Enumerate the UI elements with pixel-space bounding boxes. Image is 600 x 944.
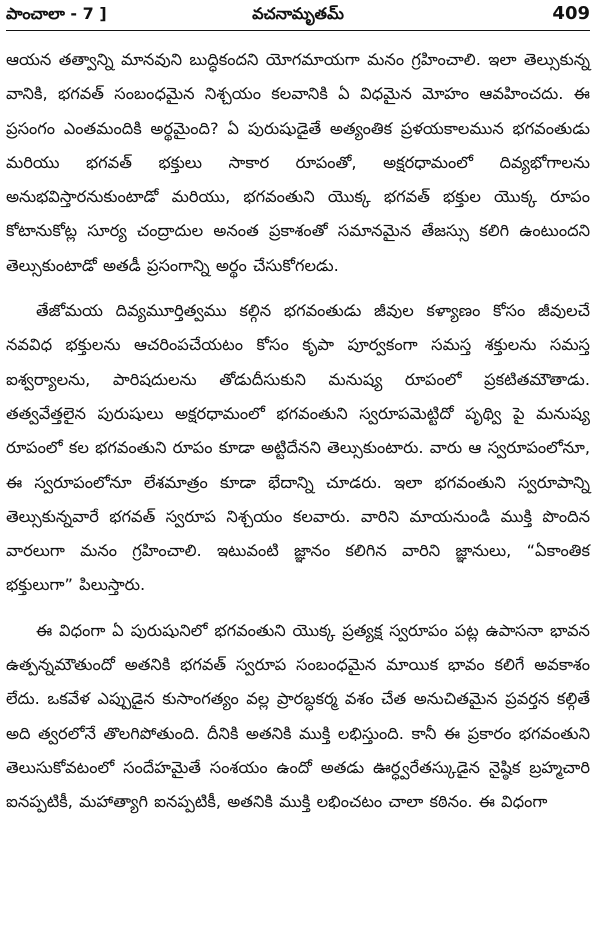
paragraph-1: ఆయన తత్వాన్ని మానవుని బుద్ధికందని యోగమాయగా మనం గ్రహించాలి. ఇలా తెల్సుకున్న వానికి, భగవత్ సంబంధమైన నిశ్చయం కలవానికి ఏ విధమైన మోహం ఆవహించదు. ఈ ప్రసంగం ఎంతమందికి అర్థమైంది? ఏ పురుషుడైతే అత్యంతిక ప్రళయకాలమున భగవంతుడు మరియు భగవత్ భక్తులు సాకార రూపంతో, అక్షరధామంలో దివ్యభోగాలను అనుభవిస్తారనుకుంటాడో మరియు, భగవంతుని యొక్క భగవత్ భక్తుల యొక్క రూపం కోటానుకోట్ల సూర్య చంద్రాదుల అనంత ప్రకాశంతో సమానమైన తేజస్సు కలిగి ఉంటుందని తెల్సుకుంటాడో అతడీ ప్రసంగాన్ని అర్థం చేసుకోగలడు. xyxy=(6,50,590,275)
paragraph-2: తేజోమయ దివ్యమూర్తిత్వము కల్గిన భగవంతుడు జీవుల కళ్యాణం కోసం జీవులచే నవవిధ భక్తులను ఆచరింపచేయటం కోసం కృపా పూర్వకంగా సమస్త శక్తులను సమస్త ఐశ్వర్యాలను, పారిషదులను తోడుదీసుకుని మనుష్య రూపంలో ప్రకటితమౌతాడు. తత్వవేత్తలైన పురుషులు అక్షరధామంలో భగవంతుని స్వరూపమెట్టిదో పృథ్వి పై మనుష్య రూపంలో కల భగవంతుని రూపం కూడా అట్టిదేనని తెల్సుకుంటారు. వారు ఆ స్వరూపంలోనూ, ఈ స్వరూపంలోనూ లేశమాత్రం కూడా భేదాన్ని చూడరు. ఇలా భగవంతుని స్వరూపాన్ని తెల్సుకున్నవారే భగవత్ స్వరూప నిశ్చయం కలవారు. వారిని మాయనుండి ముక్తి పొందిన వారలుగా మనం గ్రహించాలి. ఇటువంటి జ్ఞానం కలిగిన వారిని జ్ఞానులు, “ఏకాంతిక భక్తులుగా” పిలుస్తారు. xyxy=(6,301,590,595)
paragraph-3: ఈ విధంగా ఏ పురుషునిలో భగవంతుని యొక్క ప్రత్యక్ష స్వరూపం పట్ల ఉపాసనా భావన ఉత్పన్నమౌతుందో అతనికి భగవత్ స్వరూప సంబంధమైన మాయిక భావం కలిగే అవకాశం లేదు. ఒకవేళ ఎప్పుడైన కుసాంగత్యం వల్ల ప్రారబ్ధకర్మ వశం చేత అనుచితమైన ప్రవర్తన కల్గితే అది త్వరలోనే తొలగిపోతుంది. దీనికి అతనికి ముక్తి లభిస్తుంది. కానీ ఈ ప్రకారం భగవంతుని తెలుసుకోవటంలో సందేహమైతే సంశయం ఉందో అతడు ఊర్ధ్వరేతస్కుడైన నైష్ఠిక బ్రహ్మచారి ఐనప్పటికీ, మహాత్యాగి ఐనప్పటికీ, అతనికి ముక్తి లభించటం చాలా కఠినం. ఈ విధంగా xyxy=(6,620,590,812)
page-body xyxy=(6,31,590,820)
chapter-label: పాంచాలా - 7 ] xyxy=(6,4,107,23)
page-number: 409 xyxy=(552,3,590,24)
page-header xyxy=(6,0,590,31)
book-title: వచనామృతమ్ xyxy=(252,4,344,23)
